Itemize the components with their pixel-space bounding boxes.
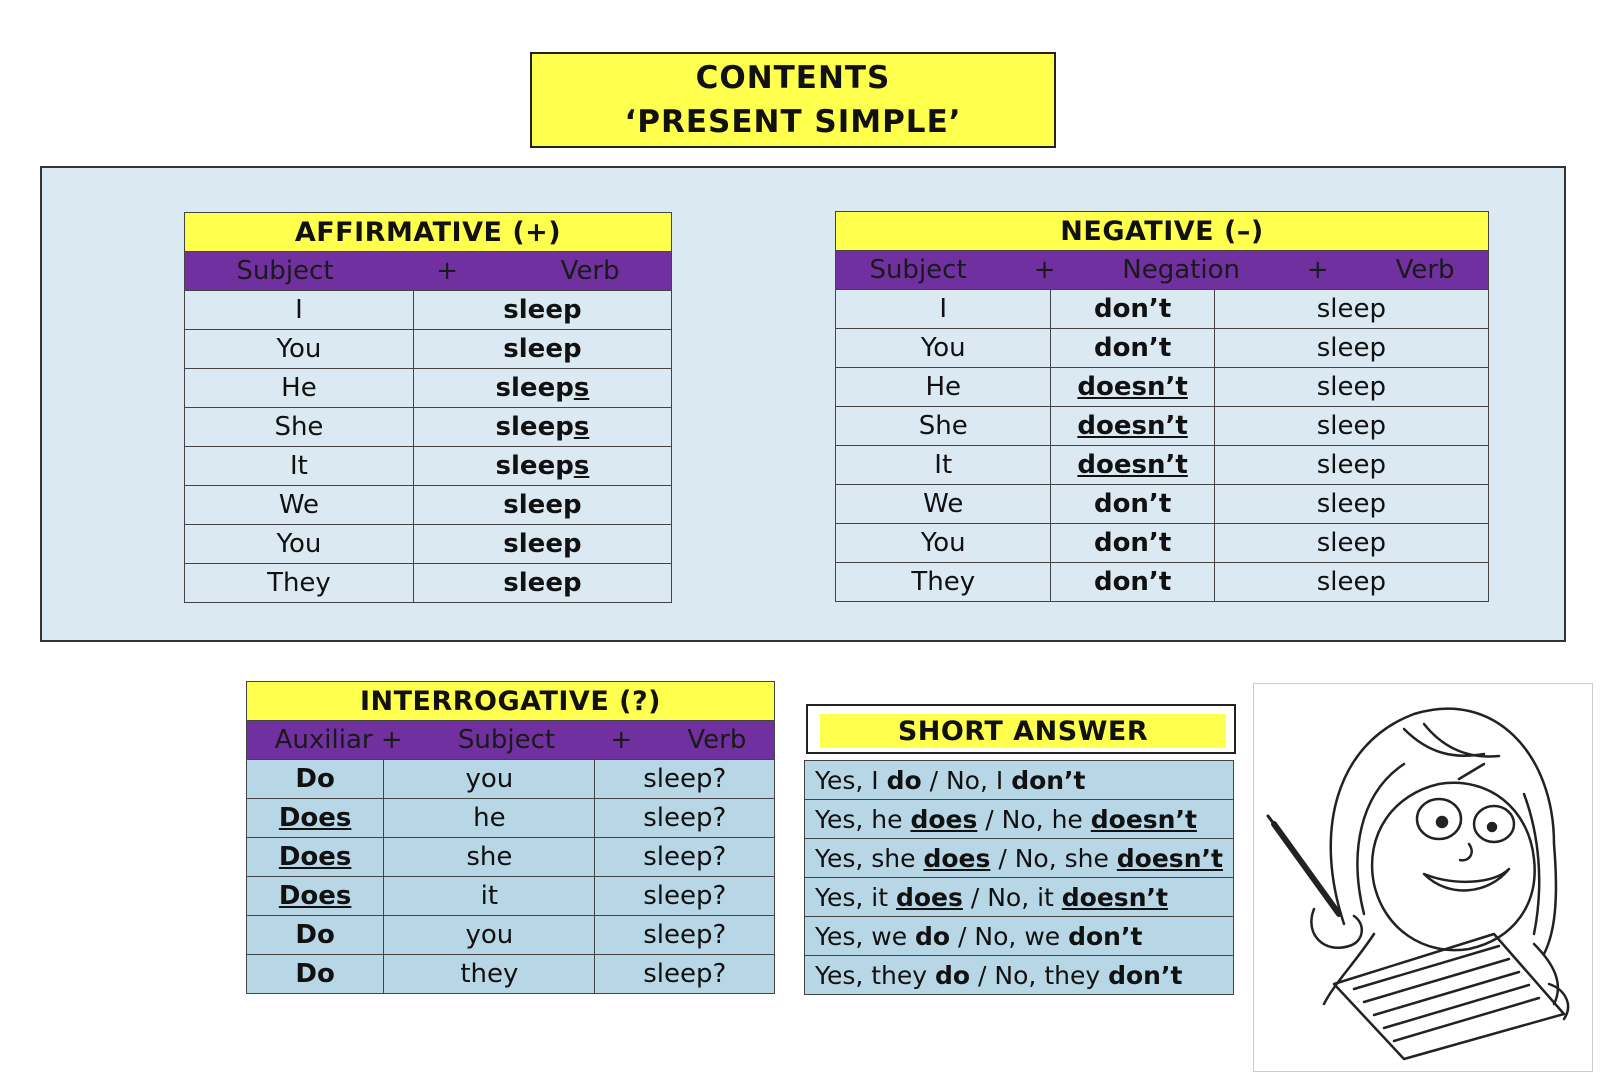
table-row [247,799,775,838]
short-answer-cell [805,956,1234,995]
verb-stem: sleep [503,490,582,520]
table-row [836,563,1489,602]
table-row [836,524,1489,563]
affirmative-verb-cell [413,291,671,330]
verb-suffix: s [573,373,590,403]
interrogative-aux-cell: Do [247,916,384,955]
interrogative-subject-cell: it [384,877,595,916]
negative-subject-cell: We [836,485,1051,524]
interrogative-subject-cell: they [384,955,595,994]
affirmative-verb-cell [413,330,671,369]
yes-aux: does [923,843,991,873]
interrogative-verb-cell: sleep? [595,799,775,838]
negative-verb-cell: sleep [1214,368,1488,407]
affirmative-subheader [185,252,672,291]
table-row [247,955,775,994]
negative-negation-cell: doesn’t [1051,368,1214,407]
no-aux: doesn’t [1116,843,1223,873]
negative-negation-cell: doesn’t [1051,446,1214,485]
table-row [836,485,1489,524]
yes-aux: does [910,804,978,834]
interrogative-subheader [247,721,775,760]
table-row [185,291,672,330]
no-aux: don’t [1108,960,1183,990]
table-row [247,877,775,916]
negative-negation-cell: doesn’t [1051,407,1214,446]
interrogative-subject-cell: you [384,760,595,799]
negative-verb-cell: sleep [1214,329,1488,368]
separator-text: / No, we [950,921,1069,951]
verb-suffix: s [573,412,590,442]
title-line-2: ‘PRESENT SIMPLE’ [624,104,962,140]
negative-subject-cell: It [836,446,1051,485]
negative-subject-cell: I [836,290,1051,329]
girl-writing-icon [1253,683,1593,1072]
yes-aux: does [895,882,963,912]
page-title [530,52,1056,148]
table-row [805,878,1234,917]
interrogative-verb-cell: sleep? [595,877,775,916]
table-row [805,956,1234,995]
interrogative-aux-cell: Does [247,877,384,916]
table-row [836,446,1489,485]
verb-stem: sleep [495,373,574,403]
interrogative-verb-cell: sleep? [595,955,775,994]
table-row [805,839,1234,878]
negative-negation-cell: don’t [1051,524,1214,563]
negative-negation-cell: don’t [1051,329,1214,368]
table-row [185,486,672,525]
affirmative-sub-verb: Verb [560,256,620,286]
verb-stem: sleep [503,568,582,598]
negative-subject-cell: You [836,524,1051,563]
affirmative-table [184,212,672,603]
title-line-1: CONTENTS [695,60,891,96]
affirmative-sub-plus: + [436,256,458,286]
affirmative-subject-cell: We [185,486,414,525]
negative-negation-cell: don’t [1051,563,1214,602]
interrogative-verb-cell: sleep? [595,760,775,799]
interrogative-verb-cell: sleep? [595,838,775,877]
affirmative-verb-cell [413,564,671,603]
table-row [185,369,672,408]
verb-stem: sleep [503,334,582,364]
affirmative-subject-cell: They [185,564,414,603]
negative-subject-cell: She [836,407,1051,446]
yes-aux: do [935,960,971,990]
affirmative-subject-cell: You [185,330,414,369]
interrogative-sub-verb: Verb [687,725,747,755]
table-row [805,800,1234,839]
no-aux: doesn’t [1061,882,1168,912]
short-answer-cell [805,839,1234,878]
verb-stem: sleep [503,295,582,325]
no-aux: doesn’t [1090,804,1197,834]
table-row [185,447,672,486]
interrogative-subject-cell: he [384,799,595,838]
affirmative-subject-cell: You [185,525,414,564]
interrogative-aux-cell: Do [247,955,384,994]
negative-verb-cell: sleep [1214,446,1488,485]
short-answer-table [804,760,1234,995]
interrogative-sub-aux: Auxiliar + [274,725,403,755]
negative-sub-plus-2: + [1306,255,1329,285]
affirmative-sub-subject: Subject [236,256,334,286]
verb-stem: sleep [495,451,574,481]
interrogative-subject-cell: you [384,916,595,955]
table-row [185,330,672,369]
no-aux: don’t [1011,765,1086,795]
no-aux: don’t [1068,921,1143,951]
negative-verb-cell: sleep [1214,485,1488,524]
yes-aux: do [915,921,951,951]
negative-subject-cell: They [836,563,1051,602]
negative-heading: NEGATIVE (–) [836,212,1489,251]
short-answer-header [806,704,1236,754]
negative-sub-verb: Verb [1395,255,1455,285]
yes-text: Yes, he [815,804,911,834]
negative-verb-cell: sleep [1214,563,1488,602]
table-row [247,838,775,877]
negative-subject-cell: He [836,368,1051,407]
interrogative-aux-cell: Do [247,760,384,799]
interrogative-subject-cell: she [384,838,595,877]
interrogative-sub-subject: Subject [457,725,556,755]
table-row [185,564,672,603]
table-row [247,760,775,799]
yes-text: Yes, we [815,921,916,951]
negative-subject-cell: You [836,329,1051,368]
yes-aux: do [886,765,922,795]
short-answer-cell [805,800,1234,839]
affirmative-subject-cell: It [185,447,414,486]
interrogative-heading: INTERROGATIVE (?) [247,682,775,721]
affirmative-verb-cell [413,486,671,525]
affirmative-verb-cell [413,369,671,408]
short-answer-cell [805,917,1234,956]
yes-text: Yes, it [815,882,896,912]
verb-stem: sleep [495,412,574,442]
negative-sub-negation: Negation [1122,255,1240,285]
separator-text: / No, he [977,804,1091,834]
interrogative-aux-cell: Does [247,838,384,877]
negative-verb-cell: sleep [1214,407,1488,446]
interrogative-verb-cell: sleep? [595,916,775,955]
negative-negation-cell: don’t [1051,485,1214,524]
yes-text: Yes, they [815,960,936,990]
negative-subheader [836,251,1489,290]
affirmative-subject-cell: He [185,369,414,408]
table-row [836,368,1489,407]
separator-text: / No, she [990,843,1117,873]
yes-text: Yes, she [815,843,924,873]
negative-sub-subject: Subject [869,255,967,285]
interrogative-table [246,681,775,994]
short-answer-cell [805,878,1234,917]
interrogative-aux-cell: Does [247,799,384,838]
table-row [247,916,775,955]
negative-verb-cell: sleep [1214,290,1488,329]
table-row [836,329,1489,368]
negative-verb-cell: sleep [1214,524,1488,563]
negative-negation-cell: don’t [1051,290,1214,329]
table-row [836,407,1489,446]
negative-sub-plus-1: + [1033,255,1056,285]
table-row [185,408,672,447]
affirmative-verb-cell [413,408,671,447]
interrogative-sub-plus: + [610,725,633,755]
affirmative-subject-cell: I [185,291,414,330]
separator-text: / No, I [921,765,1012,795]
yes-text: Yes, I [815,765,887,795]
short-answer-cell [805,761,1234,800]
affirmative-heading: AFFIRMATIVE (+) [185,213,672,252]
separator-text: / No, it [962,882,1062,912]
affirmative-verb-cell [413,447,671,486]
affirmative-subject-cell: She [185,408,414,447]
table-row [805,761,1234,800]
verb-suffix: s [573,451,590,481]
table-row [805,917,1234,956]
verb-stem: sleep [503,529,582,559]
table-row [836,290,1489,329]
negative-table [835,211,1489,602]
short-answer-heading: SHORT ANSWER [820,714,1226,748]
separator-text: / No, they [970,960,1109,990]
affirmative-verb-cell [413,525,671,564]
table-row [185,525,672,564]
